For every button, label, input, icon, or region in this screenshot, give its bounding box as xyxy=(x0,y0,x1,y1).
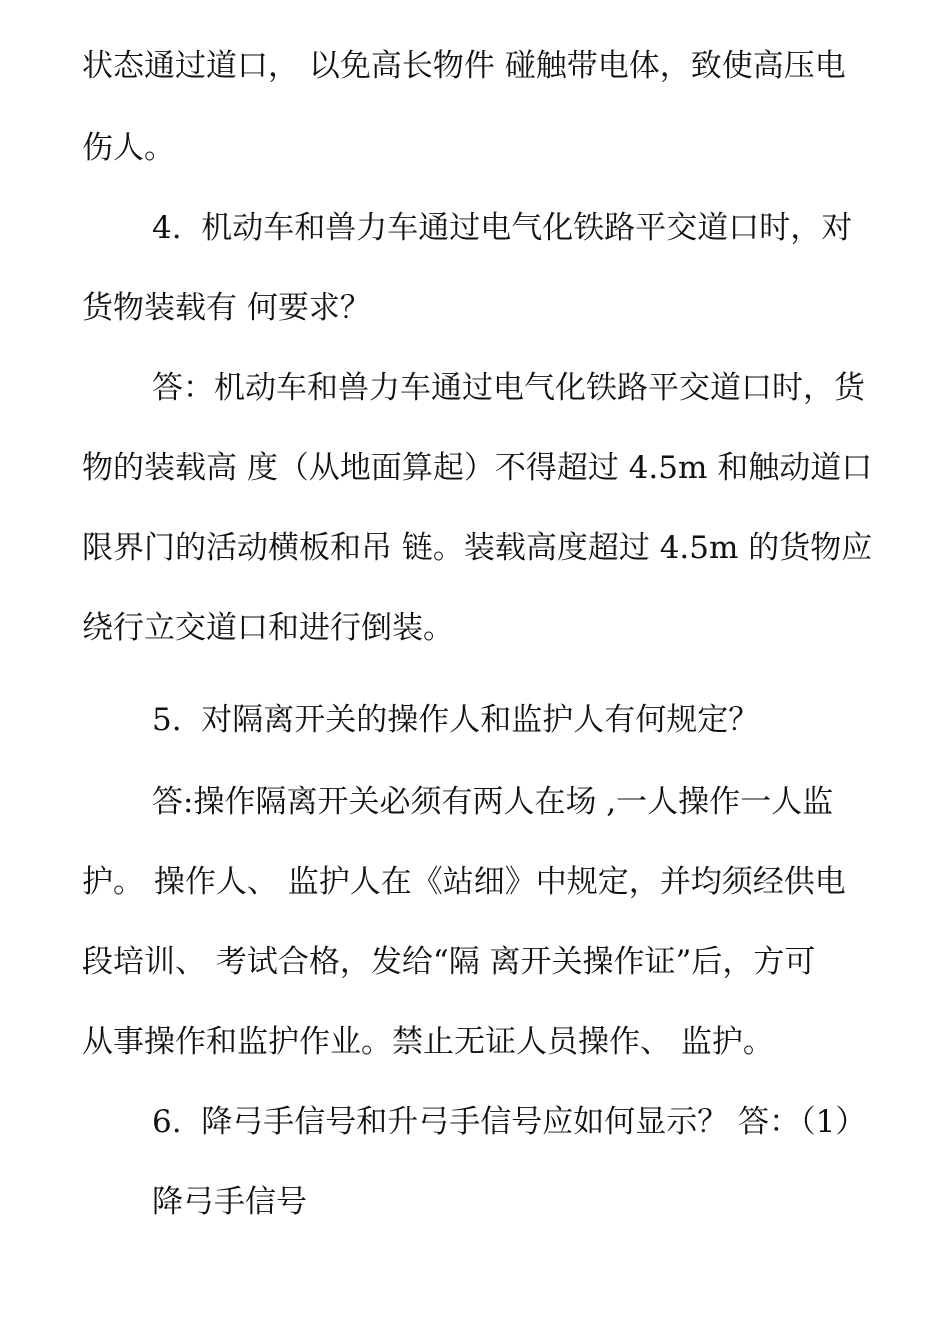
answer-4-line-3: 限界门的活动横板和吊 链。装载高度超过 4.5m 的货物应 xyxy=(82,530,873,566)
answer-5-line-3: 段培训、 考试合格，发给“隔 离开关操作证”后，方可 xyxy=(82,944,816,980)
answer-5-line-4: 从事操作和监护作业。禁止无证人员操作、 监护。 xyxy=(82,1024,774,1060)
question-5-line-1: 5. 对隔离开关的操作人和监护人有何规定？ xyxy=(152,702,760,738)
paragraph-line-1: 状态通过道口， 以免高长物件 碰触带电体，致使高压电 xyxy=(82,48,846,84)
question-6-line-1: 6. 降弓手信号和升弓手信号应如何显示？ 答：（1） xyxy=(152,1104,867,1140)
answer-6-line-1: 降弓手信号 xyxy=(152,1184,307,1220)
question-4-line-1: 4. 机动车和兽力车通过电气化铁路平交道口时，对 xyxy=(152,210,853,246)
answer-5-line-2: 护。 操作人、 监护人在《站细》中规定，并均须经供电 xyxy=(82,864,846,900)
answer-4-line-2: 物的装载高 度（从地面算起）不得超过 4.5m 和触动道口 xyxy=(82,450,873,486)
answer-4-line-1: 答：机动车和兽力车通过电气化铁路平交道口时，货 xyxy=(152,370,865,406)
answer-4-line-4: 绕行立交道口和进行倒装。 xyxy=(82,610,454,646)
answer-5-line-1: 答:操作隔离开关必须有两人在场 ,一人操作一人监 xyxy=(152,784,834,820)
paragraph-line-2: 伤人。 xyxy=(82,130,175,166)
question-4-line-2: 货物装载有 何要求？ xyxy=(82,290,371,326)
